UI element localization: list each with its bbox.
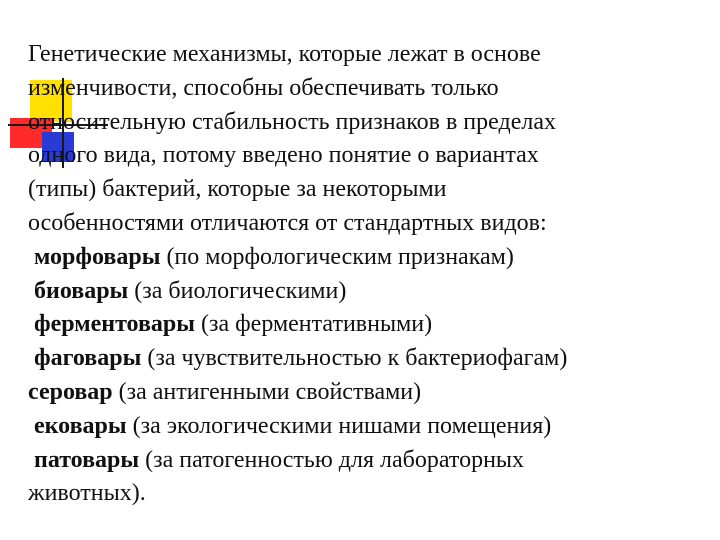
- variant-description: (за антигенными свойствами): [112, 378, 422, 405]
- intro-line: одного вида, потому введено понятие о вариантах: [28, 142, 539, 169]
- variant-description: (за ферментативными): [195, 311, 433, 338]
- variant-term: биовары: [34, 277, 129, 304]
- variant-term: морфовары: [34, 243, 161, 270]
- variant-item: [28, 410, 708, 444]
- intro-line: Генетические механизмы, которые лежат в основе: [28, 41, 541, 67]
- closing-line: животных).: [28, 480, 146, 507]
- variant-item: [28, 342, 708, 376]
- variant-term: серовар: [28, 378, 113, 405]
- intro-line: (типы) бактерий, которые за некоторыми: [28, 176, 447, 203]
- slide-text: [28, 38, 708, 511]
- variant-term: ековары: [34, 412, 127, 439]
- variant-description: (за чувствительностью к бактериофагам): [141, 345, 568, 372]
- variant-description: (за патогенностью для лабораторных: [139, 446, 525, 473]
- variant-description: (по морфологическим признакам): [160, 243, 514, 270]
- variant-term: ферментовары: [34, 311, 195, 338]
- intro-line: изменчивости, способны обеспечивать только: [28, 74, 499, 101]
- variant-description: (за биологическими): [128, 277, 347, 304]
- intro-line: относительную стабильность признаков в пределах: [28, 108, 556, 135]
- variant-item: [28, 376, 708, 410]
- variant-item: [28, 444, 708, 478]
- variant-item: [28, 275, 708, 309]
- variant-description: (за экологическими нишами помещения): [126, 412, 552, 439]
- variant-term: патовары: [34, 446, 140, 473]
- variant-item: [28, 241, 708, 275]
- intro-line: особенностями отличаются от стандартных видов:: [28, 209, 547, 236]
- variant-item: [28, 308, 708, 342]
- variant-term: фаговары: [34, 345, 142, 372]
